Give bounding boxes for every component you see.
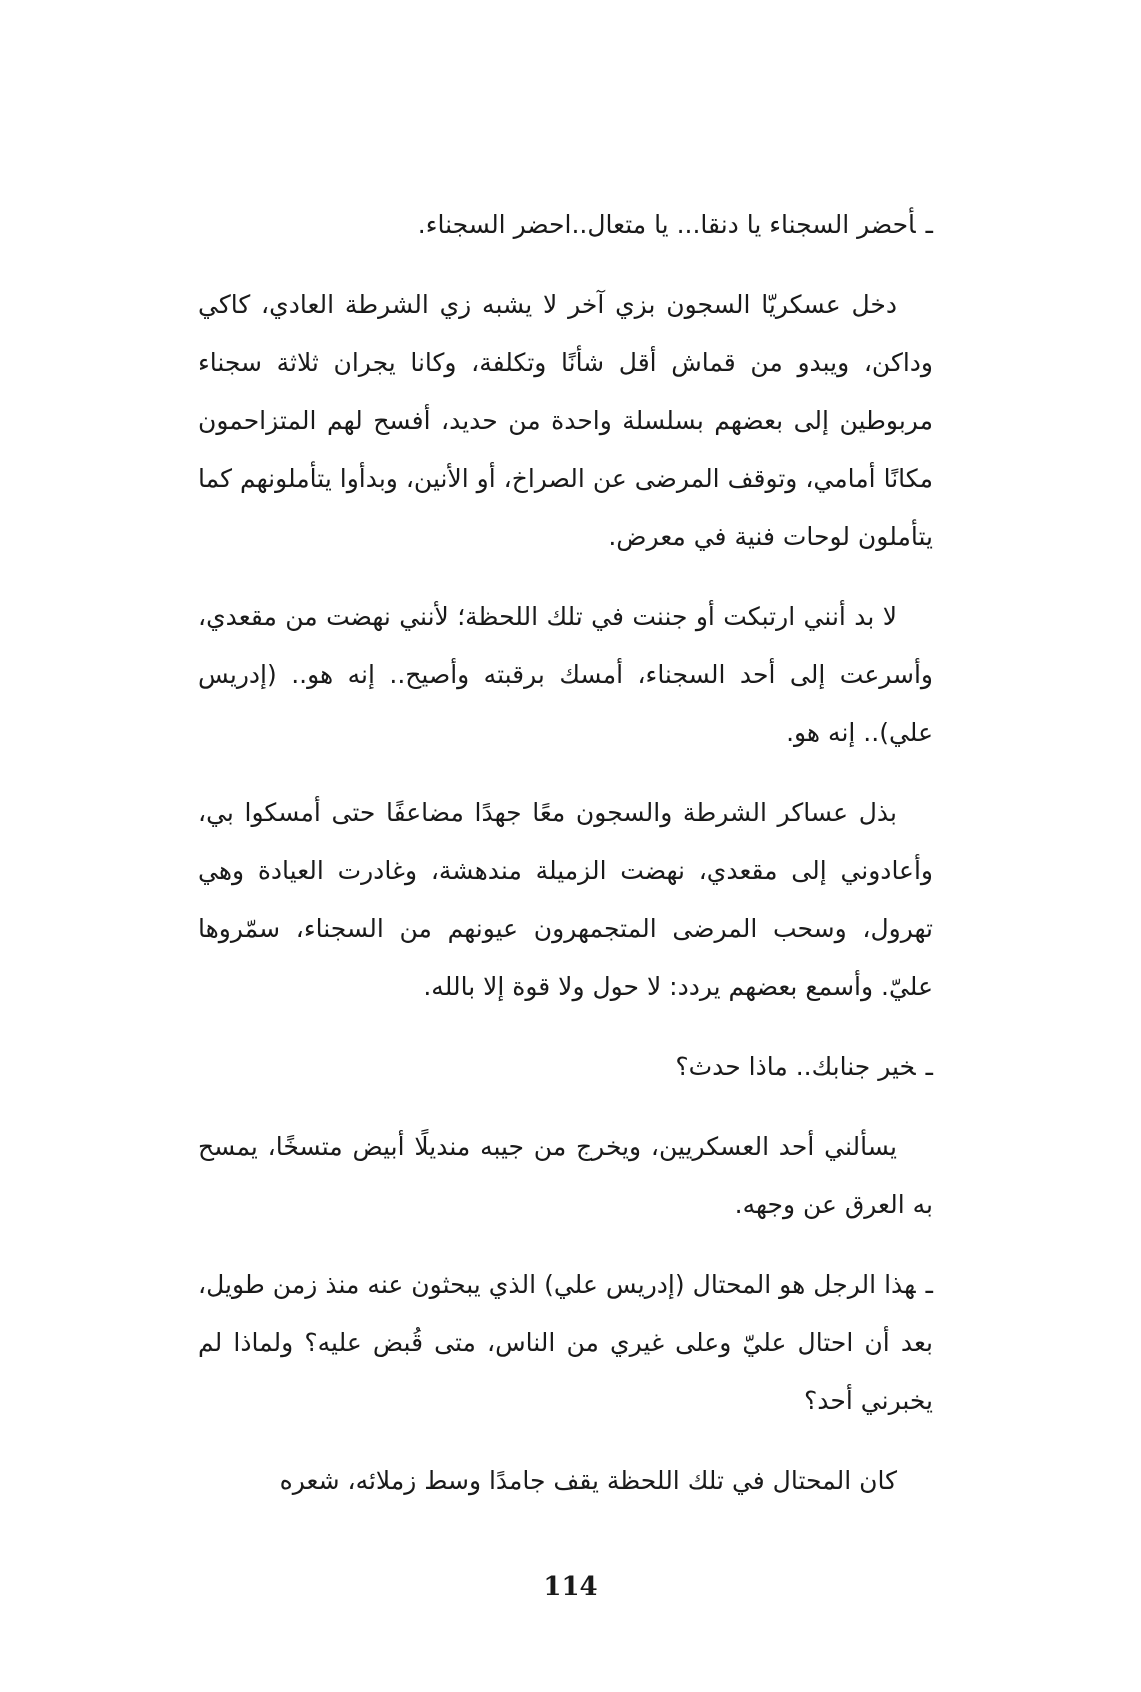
dialogue-dash: ـ: [925, 1270, 933, 1299]
dialogue-line: [198, 196, 933, 254]
dialogue-line: [198, 1038, 933, 1096]
dialogue-text: خير جنابك.. ماذا حدث؟: [675, 1052, 916, 1081]
paragraph: يسألني أحد العسكريين، ويخرج من جيبه منديلًا أبيض متسخًا، يمسح به العرق عن وجهه.: [198, 1132, 933, 1219]
dialogue-text: أحضر السجناء يا دنقا... يا متعال..احضر السجناء.: [417, 210, 916, 239]
dialogue-line: [198, 1256, 933, 1430]
page-number: 114: [543, 1572, 598, 1602]
paragraph: لا بد أنني ارتبكت أو جننت في تلك اللحظة؛ لأنني نهضت من مقعدي، وأسرعت إلى أحد السجناء، أمسك برقبته وأصيح.. إنه هو.. (إدريس علي).. إنه هو.: [198, 602, 933, 747]
paragraph: كان المحتال في تلك اللحظة يقف جامدًا وسط زملائه، شعره: [279, 1466, 897, 1495]
dialogue-dash: ـ: [925, 1052, 933, 1081]
paragraph: بذل عساكر الشرطة والسجون معًا جهدًا مضاعفًا حتى أمسكوا بي، وأعادوني إلى مقعدي، نهضت الزميلة مندهشة، وغادرت العيادة وهي تهرول، وسحب المرضى المتجمهرون عيونهم من السجناء، سمّروها عليّ. وأسمع بعضهم يردد: لا حول ولا قوة إلا بالله.: [198, 798, 933, 1001]
paragraph: دخل عسكريّا السجون بزي آخر لا يشبه زي الشرطة العادي، كاكي وداكن، ويبدو من قماش أقل شأنًا وتكلفة، وكانا يجران ثلاثة سجناء مربوطين إلى بعضهم بسلسلة واحدة من حديد، أفسح لهم المتزاحمون مكانًا أمامي، وتوقف المرضى عن الصراخ، أو الأنين، وبدأوا يتأملونهم كما يتأملون لوحات فنية في معرض.: [198, 290, 933, 551]
body-text: [198, 196, 933, 1532]
dialogue-dash: ـ: [925, 210, 933, 239]
dialogue-text: هذا الرجل هو المحتال (إدريس علي) الذي يبحثون عنه منذ زمن طويل، بعد أن احتال عليّ وعلى غيري من الناس، متى قُبض عليه؟ ولماذا لم يخبرني أحد؟: [198, 1270, 933, 1415]
